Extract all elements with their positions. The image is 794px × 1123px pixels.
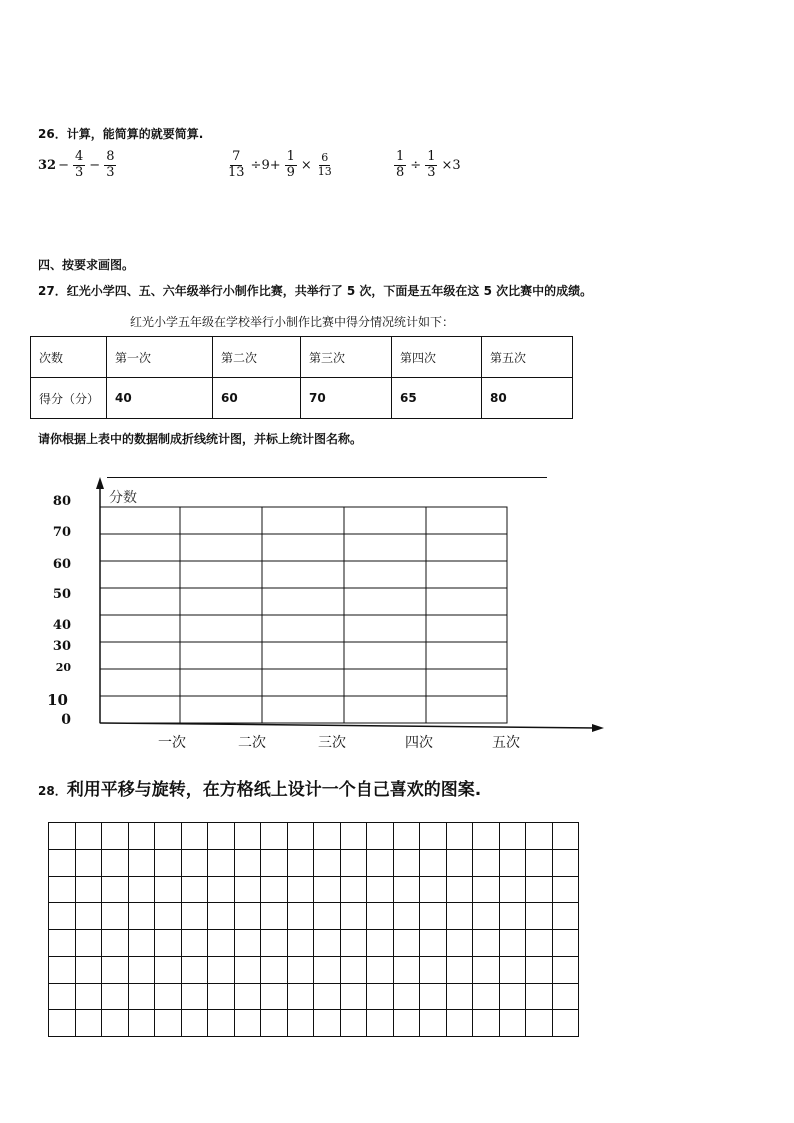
- chart-grid-lines: [100, 507, 507, 723]
- expr1-op2: −: [89, 157, 101, 173]
- y-tick-label: 0: [61, 712, 71, 728]
- grid-paper-hline: [48, 1009, 579, 1010]
- table-row-label: 得分（分）: [31, 378, 107, 419]
- grid-paper-hline: [48, 902, 579, 903]
- expr3-op2: ×3: [441, 157, 461, 173]
- table-value-cell: 65: [392, 378, 482, 419]
- q27-table-title: 红光小学五年级在学校举行小制作比赛中得分情况统计如下：: [130, 315, 455, 329]
- q27-text: 红光小学四、五、六年级举行小制作比赛，共举行了 5 次，下面是五年级在这 5 次比赛中的成绩。: [66, 284, 593, 298]
- q28-heading: [38, 775, 481, 800]
- grid-paper-hline: [48, 1036, 579, 1037]
- grid-paper-hline: [48, 876, 579, 877]
- expr1-op1: −: [58, 157, 69, 173]
- grid-paper-hline: [48, 929, 579, 930]
- square-grid-paper[interactable]: [48, 822, 578, 1036]
- y-tick-label: 80: [52, 494, 71, 509]
- x-tick-label: 五次: [492, 735, 520, 751]
- q26-number: 26．: [38, 127, 67, 141]
- y-tick-label: 70: [52, 525, 71, 540]
- y-axis-label: 分数: [109, 490, 137, 506]
- x-tick-label: 二次: [238, 735, 266, 751]
- expr2-frac2: $\frac{1}{9}$: [286, 149, 295, 180]
- expr1-frac1: $\frac{4}{3}$: [75, 149, 84, 180]
- grid-paper-hline: [48, 849, 579, 850]
- expr3-frac2: $\frac{1}{3}$: [427, 149, 436, 180]
- table-header-cell: 第一次: [107, 337, 213, 378]
- x-tick-label: 三次: [318, 735, 346, 751]
- y-tick-label: 50: [52, 587, 71, 602]
- y-tick-label: 30: [52, 639, 71, 654]
- q28-title: 利用平移与旋转，在方格纸上设计一个自己喜欢的图案.: [66, 780, 482, 800]
- x-tick-label: 一次: [158, 735, 186, 751]
- grid-paper-hline: [48, 956, 579, 957]
- table-header-label: 次数: [31, 337, 107, 378]
- table-value-cell: 60: [213, 378, 301, 419]
- x-axis: [100, 723, 597, 728]
- y-tick-label: 60: [52, 557, 71, 572]
- grid-paper-hline: [48, 822, 579, 823]
- y-tick-label: 40: [52, 618, 71, 633]
- y-tick-label: 10: [47, 691, 68, 709]
- table-value-cell: 70: [301, 378, 392, 419]
- y-tick-label: 20: [55, 661, 71, 674]
- expr1-frac2: $\frac{8}{3}$: [106, 149, 115, 180]
- table-header-cell: 第二次: [213, 337, 301, 378]
- table-value-cell: 80: [482, 378, 573, 419]
- x-tick-label: 四次: [405, 735, 433, 751]
- expr2-op1: ÷9+: [250, 157, 281, 173]
- table-header-cell: 第四次: [392, 337, 482, 378]
- section4-title: 四、按要求画图。: [38, 258, 135, 272]
- q27-instruction: 请你根据上表中的数据制成折线统计图，并标上统计图名称。: [38, 432, 363, 446]
- y-axis-arrow-icon: [96, 477, 104, 489]
- expr2-frac1: $\frac{7}{13}$: [228, 149, 245, 180]
- expr3-frac1: $\frac{1}{8}$: [396, 149, 405, 180]
- expr3-op1: ÷: [410, 157, 422, 173]
- q27-number: 27．: [38, 284, 67, 298]
- x-axis-arrow-icon: [592, 724, 604, 732]
- expr2-frac3: $\frac{6}{13}$: [317, 151, 332, 178]
- table-header-cell: 第五次: [482, 337, 573, 378]
- q28-number: 28．: [38, 784, 67, 798]
- q26-title: 计算，能简算的就要简算.: [66, 127, 204, 141]
- table-value-cell: 40: [107, 378, 213, 419]
- table-header-cell: 第三次: [301, 337, 392, 378]
- expr1-lead: 32: [38, 157, 57, 173]
- expr2-op2: ×: [300, 157, 312, 173]
- grid-paper-hline: [48, 983, 579, 984]
